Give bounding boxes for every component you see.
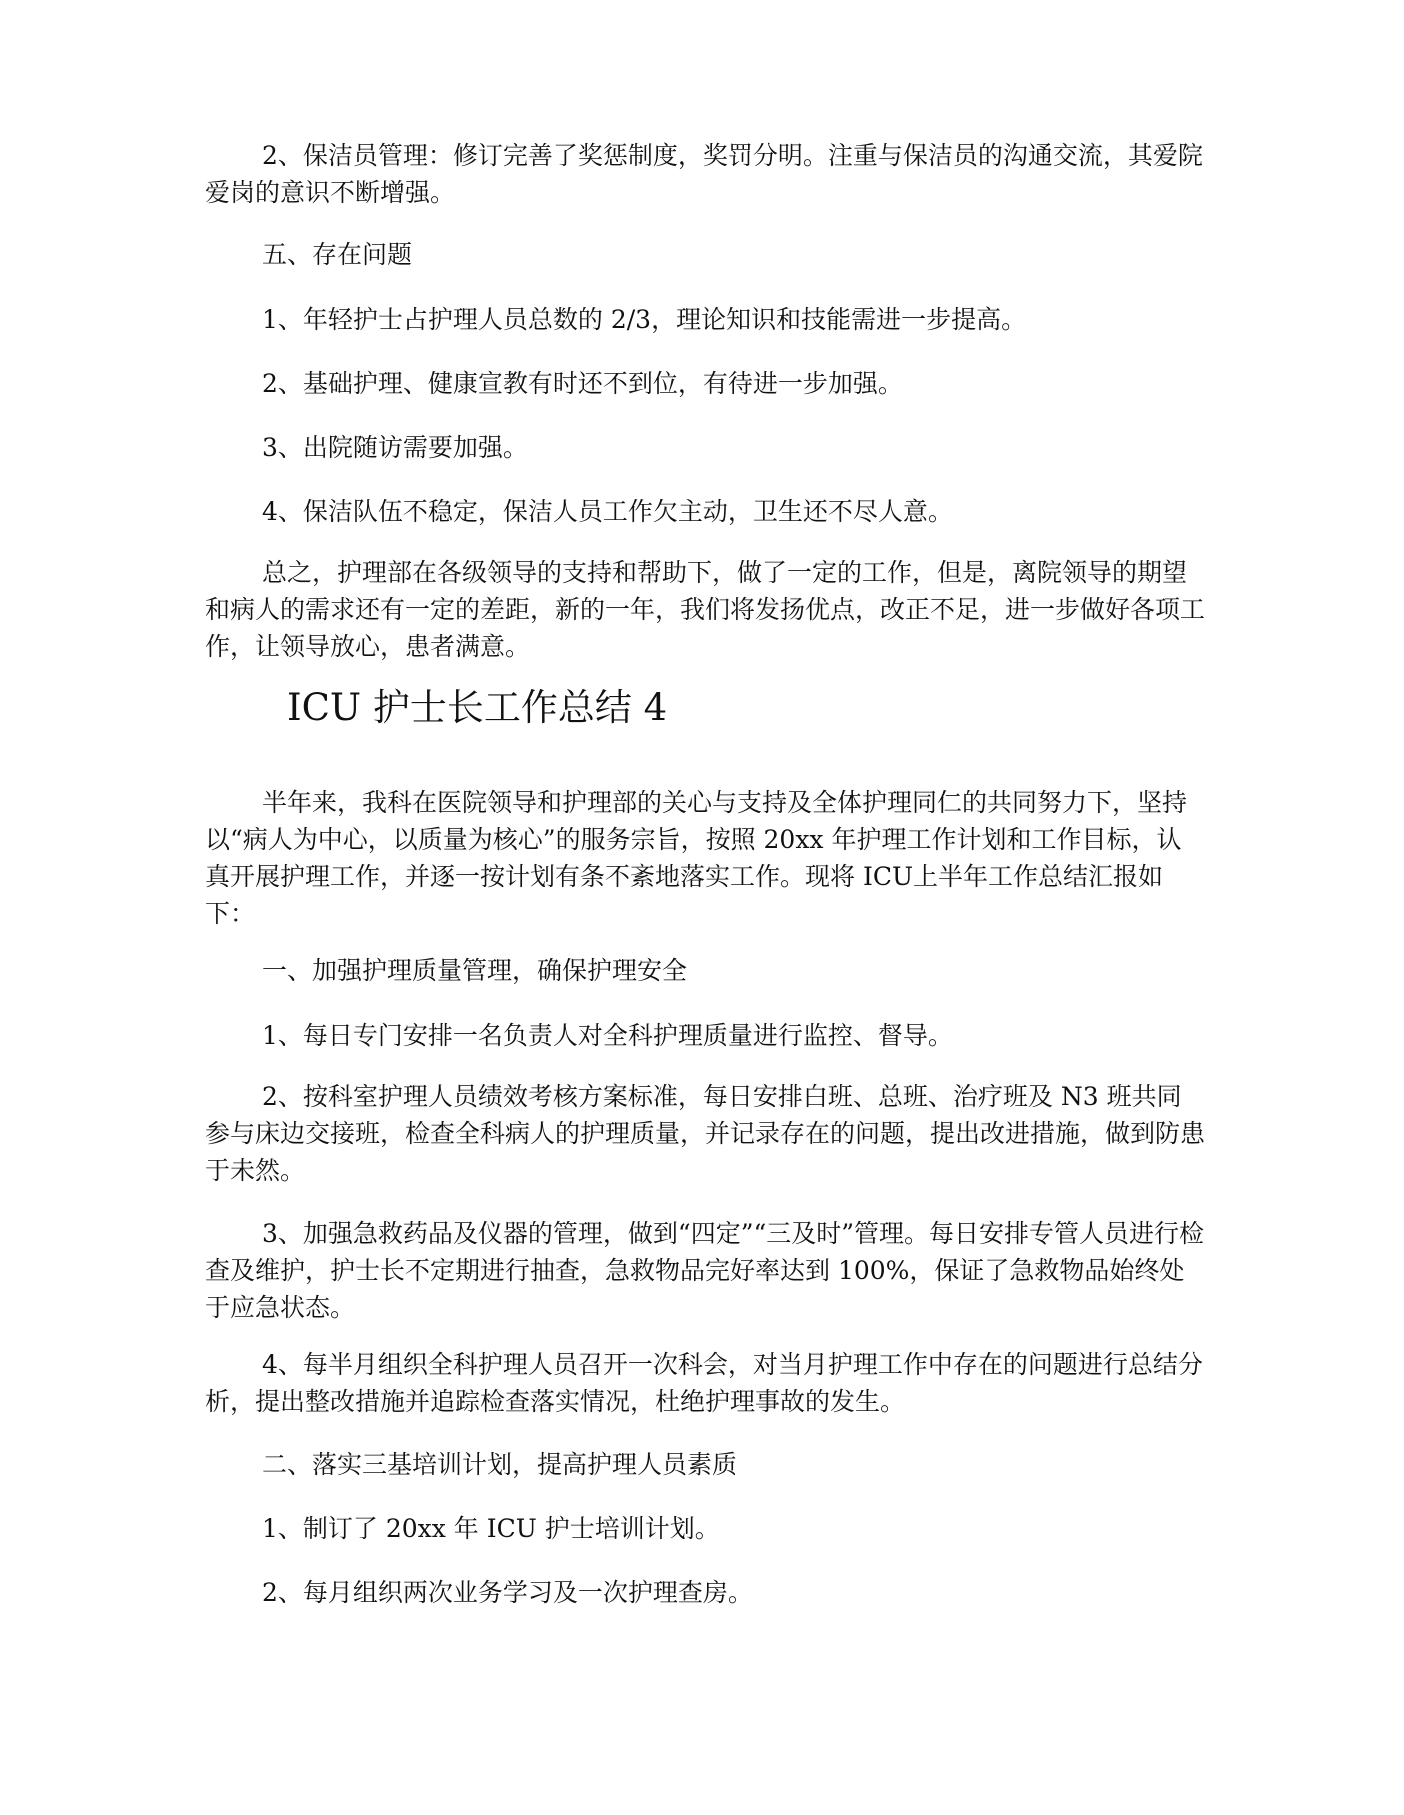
section-heading-training: 二、落实三基培训计划，提高护理人员素质 [262, 1450, 738, 1479]
list-item-problem-4: 4、保洁队伍不稳定，保洁人员工作欠主动，卫生还不尽人意。 [262, 497, 953, 526]
section-heading-quality: 一、加强护理质量管理，确保护理安全 [262, 956, 688, 985]
list-item-quality-2: 2、按科室护理人员绩效考核方案标准，每日安排白班、总班、治疗班及 N3 班共同参与床边交接班，检查全科病人的护理质量，并记录存在的问题，提出改进措施，做到防患于未然。 [205, 1082, 1206, 1185]
paragraph-conclusion: 总之，护理部在各级领导的支持和帮助下，做了一定的工作，但是，离院领导的期望和病人的需求还有一定的差距，新的一年，我们将发扬优点，改正不足，进一步做好各项工作，让领导放心，患者满意。 [205, 558, 1206, 661]
section-heading-problems: 五、存在问题 [262, 240, 413, 269]
paragraph-intro: 半年来，我科在医院领导和护理部的关心与支持及全体护理同仁的共同努力下，坚持以“病人为中心，以质量为核心”的服务宗旨，按照 20xx 年护理工作计划和工作目标，认真开展护理工作，并逐一按计划有条不紊地落实工作。现将 ICU上半年工作总结汇报如下： [205, 788, 1188, 928]
list-item-training-1: 1、制订了 20xx 年 ICU 护士培训计划。 [262, 1514, 720, 1543]
list-item-quality-1: 1、每日专门安排一名负责人对全科护理质量进行监控、督导。 [262, 1021, 953, 1050]
list-item-problem-2: 2、基础护理、健康宣教有时还不到位，有待进一步加强。 [262, 369, 903, 398]
list-item-quality-4: 4、每半月组织全科护理人员召开一次科会，对当月护理工作中存在的问题进行总结分析，提出整改措施并追踪检查落实情况，杜绝护理事故的发生。 [205, 1350, 1203, 1416]
document-title: ICU 护士长工作总结 4 [287, 686, 668, 729]
list-item-training-2: 2、每月组织两次业务学习及一次护理查房。 [262, 1578, 753, 1607]
list-item-problem-1: 1、年轻护士占护理人员总数的 2/3，理论知识和技能需进一步提高。 [262, 305, 1027, 334]
list-item-quality-3: 3、加强急救药品及仪器的管理，做到“四定”“三及时”管理。每日安排专管人员进行检查及维护，护士长不定期进行抽查，急救物品完好率达到 100%，保证了急救物品始终处于应急状态。 [205, 1219, 1205, 1322]
paragraph-cleaner-management: 2、保洁员管理：修订完善了奖惩制度，奖罚分明。注重与保洁员的沟通交流，其爱院爱岗的意识不断增强。 [205, 141, 1203, 207]
list-item-problem-3: 3、出院随访需要加强。 [262, 433, 528, 462]
